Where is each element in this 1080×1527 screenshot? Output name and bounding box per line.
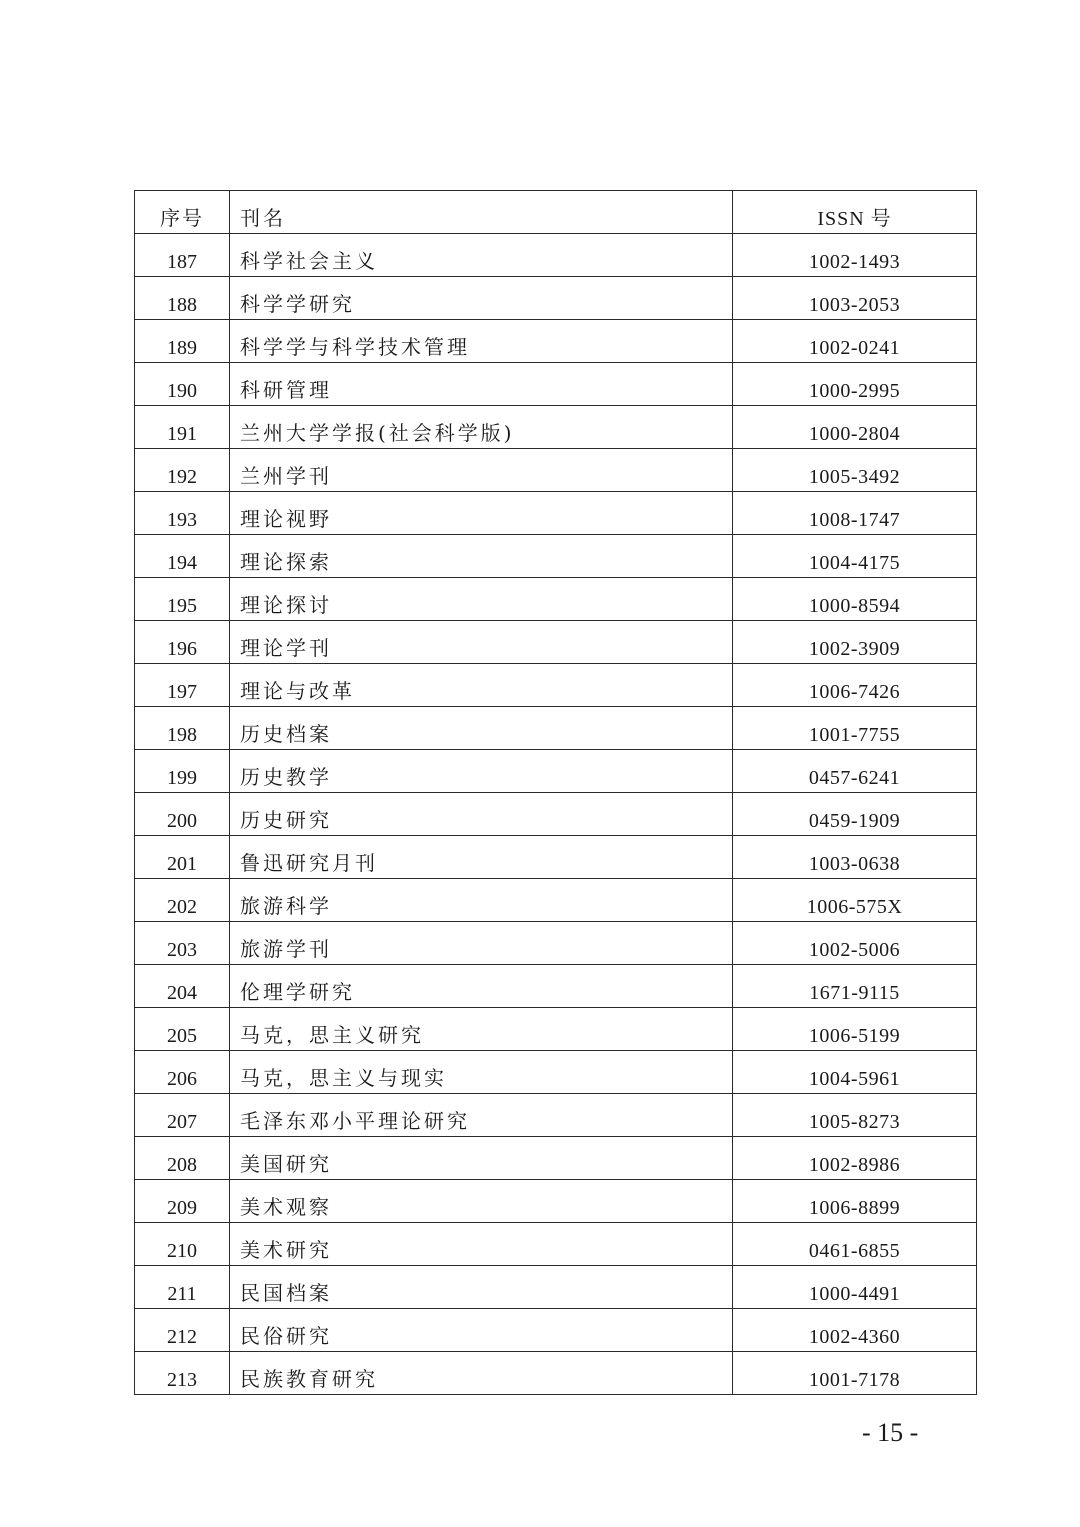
table-row <box>135 1309 977 1352</box>
cell-serial-number: 203 <box>135 922 230 965</box>
table-row <box>135 1094 977 1137</box>
cell-issn: 1002-3909 <box>733 621 977 664</box>
table-row <box>135 277 977 320</box>
cell-issn: 1005-8273 <box>733 1094 977 1137</box>
cell-issn: 1001-7755 <box>733 707 977 750</box>
cell-journal-name: 旅游学刊 <box>230 922 733 965</box>
cell-serial-number: 202 <box>135 879 230 922</box>
cell-issn: 1006-8899 <box>733 1180 977 1223</box>
cell-journal-name: 民国档案 <box>230 1266 733 1309</box>
cell-serial-number: 188 <box>135 277 230 320</box>
table-row <box>135 1180 977 1223</box>
cell-issn: 1000-4491 <box>733 1266 977 1309</box>
cell-issn: 0459-1909 <box>733 793 977 836</box>
cell-issn: 1004-4175 <box>733 535 977 578</box>
table-row <box>135 1266 977 1309</box>
cell-issn: 1002-0241 <box>733 320 977 363</box>
cell-issn: 1006-7426 <box>733 664 977 707</box>
cell-serial-number: 200 <box>135 793 230 836</box>
table-row <box>135 879 977 922</box>
cell-issn: 1000-8594 <box>733 578 977 621</box>
cell-serial-number: 196 <box>135 621 230 664</box>
table-row <box>135 1137 977 1180</box>
cell-serial-number: 213 <box>135 1352 230 1395</box>
page-number: - 15 - <box>862 1418 919 1447</box>
table-row <box>135 1352 977 1395</box>
cell-journal-name: 兰州大学学报(社会科学版) <box>230 406 733 449</box>
cell-journal-name: 历史档案 <box>230 707 733 750</box>
cell-journal-name: 历史教学 <box>230 750 733 793</box>
cell-serial-number: 208 <box>135 1137 230 1180</box>
cell-serial-number: 204 <box>135 965 230 1008</box>
table-row <box>135 793 977 836</box>
cell-serial-number: 206 <box>135 1051 230 1094</box>
table-row <box>135 449 977 492</box>
cell-journal-name: 民俗研究 <box>230 1309 733 1352</box>
cell-serial-number: 211 <box>135 1266 230 1309</box>
table-row <box>135 535 977 578</box>
cell-journal-name: 伦理学研究 <box>230 965 733 1008</box>
cell-journal-name: 兰州学刊 <box>230 449 733 492</box>
cell-journal-name: 历史研究 <box>230 793 733 836</box>
cell-journal-name: 马克，思主义与现实 <box>230 1051 733 1094</box>
cell-journal-name: 马克，思主义研究 <box>230 1008 733 1051</box>
cell-issn: 1006-5199 <box>733 1008 977 1051</box>
cell-issn: 0457-6241 <box>733 750 977 793</box>
table-row <box>135 578 977 621</box>
header-serial-number: 序号 <box>135 191 230 234</box>
cell-journal-name: 美国研究 <box>230 1137 733 1180</box>
cell-journal-name: 理论与改革 <box>230 664 733 707</box>
table-row <box>135 406 977 449</box>
header-journal-name: 刊名 <box>230 191 733 234</box>
cell-serial-number: 192 <box>135 449 230 492</box>
cell-serial-number: 199 <box>135 750 230 793</box>
cell-serial-number: 191 <box>135 406 230 449</box>
cell-journal-name: 科研管理 <box>230 363 733 406</box>
cell-journal-name: 理论视野 <box>230 492 733 535</box>
cell-journal-name: 美术观察 <box>230 1180 733 1223</box>
cell-journal-name: 科学社会主义 <box>230 234 733 277</box>
table-row <box>135 363 977 406</box>
table-row <box>135 621 977 664</box>
table-row <box>135 707 977 750</box>
table-row <box>135 234 977 277</box>
cell-issn: 1006-575X <box>733 879 977 922</box>
cell-journal-name: 毛泽东邓小平理论研究 <box>230 1094 733 1137</box>
cell-issn: 1003-2053 <box>733 277 977 320</box>
cell-journal-name: 科学学研究 <box>230 277 733 320</box>
cell-journal-name: 旅游科学 <box>230 879 733 922</box>
table-row <box>135 320 977 363</box>
cell-serial-number: 212 <box>135 1309 230 1352</box>
cell-issn: 1008-1747 <box>733 492 977 535</box>
cell-issn: 1004-5961 <box>733 1051 977 1094</box>
cell-journal-name: 美术研究 <box>230 1223 733 1266</box>
cell-serial-number: 209 <box>135 1180 230 1223</box>
cell-serial-number: 197 <box>135 664 230 707</box>
table-row <box>135 1223 977 1266</box>
cell-issn: 1005-3492 <box>733 449 977 492</box>
cell-issn: 1002-8986 <box>733 1137 977 1180</box>
cell-issn: 1671-9115 <box>733 965 977 1008</box>
cell-serial-number: 201 <box>135 836 230 879</box>
cell-issn: 1002-5006 <box>733 922 977 965</box>
header-issn: ISSN 号 <box>733 191 977 234</box>
table-row <box>135 664 977 707</box>
cell-journal-name: 鲁迅研究月刊 <box>230 836 733 879</box>
table-row <box>135 492 977 535</box>
cell-journal-name: 理论探索 <box>230 535 733 578</box>
cell-journal-name: 理论探讨 <box>230 578 733 621</box>
cell-serial-number: 205 <box>135 1008 230 1051</box>
table-row <box>135 922 977 965</box>
table-body <box>135 234 977 1395</box>
cell-serial-number: 190 <box>135 363 230 406</box>
cell-issn: 1002-4360 <box>733 1309 977 1352</box>
cell-serial-number: 189 <box>135 320 230 363</box>
cell-journal-name: 民族教育研究 <box>230 1352 733 1395</box>
cell-issn: 0461-6855 <box>733 1223 977 1266</box>
cell-journal-name: 理论学刊 <box>230 621 733 664</box>
cell-journal-name: 科学学与科学技术管理 <box>230 320 733 363</box>
table-row <box>135 836 977 879</box>
table-row <box>135 1051 977 1094</box>
cell-serial-number: 187 <box>135 234 230 277</box>
cell-serial-number: 207 <box>135 1094 230 1137</box>
cell-serial-number: 194 <box>135 535 230 578</box>
cell-issn: 1000-2804 <box>733 406 977 449</box>
cell-serial-number: 210 <box>135 1223 230 1266</box>
cell-issn: 1001-7178 <box>733 1352 977 1395</box>
table-row <box>135 965 977 1008</box>
table-row <box>135 750 977 793</box>
cell-issn: 1000-2995 <box>733 363 977 406</box>
cell-serial-number: 193 <box>135 492 230 535</box>
cell-issn: 1002-1493 <box>733 234 977 277</box>
cell-issn: 1003-0638 <box>733 836 977 879</box>
cell-serial-number: 198 <box>135 707 230 750</box>
cell-serial-number: 195 <box>135 578 230 621</box>
table-row <box>135 1008 977 1051</box>
table-header-row <box>135 191 977 234</box>
journal-table <box>134 190 977 1395</box>
